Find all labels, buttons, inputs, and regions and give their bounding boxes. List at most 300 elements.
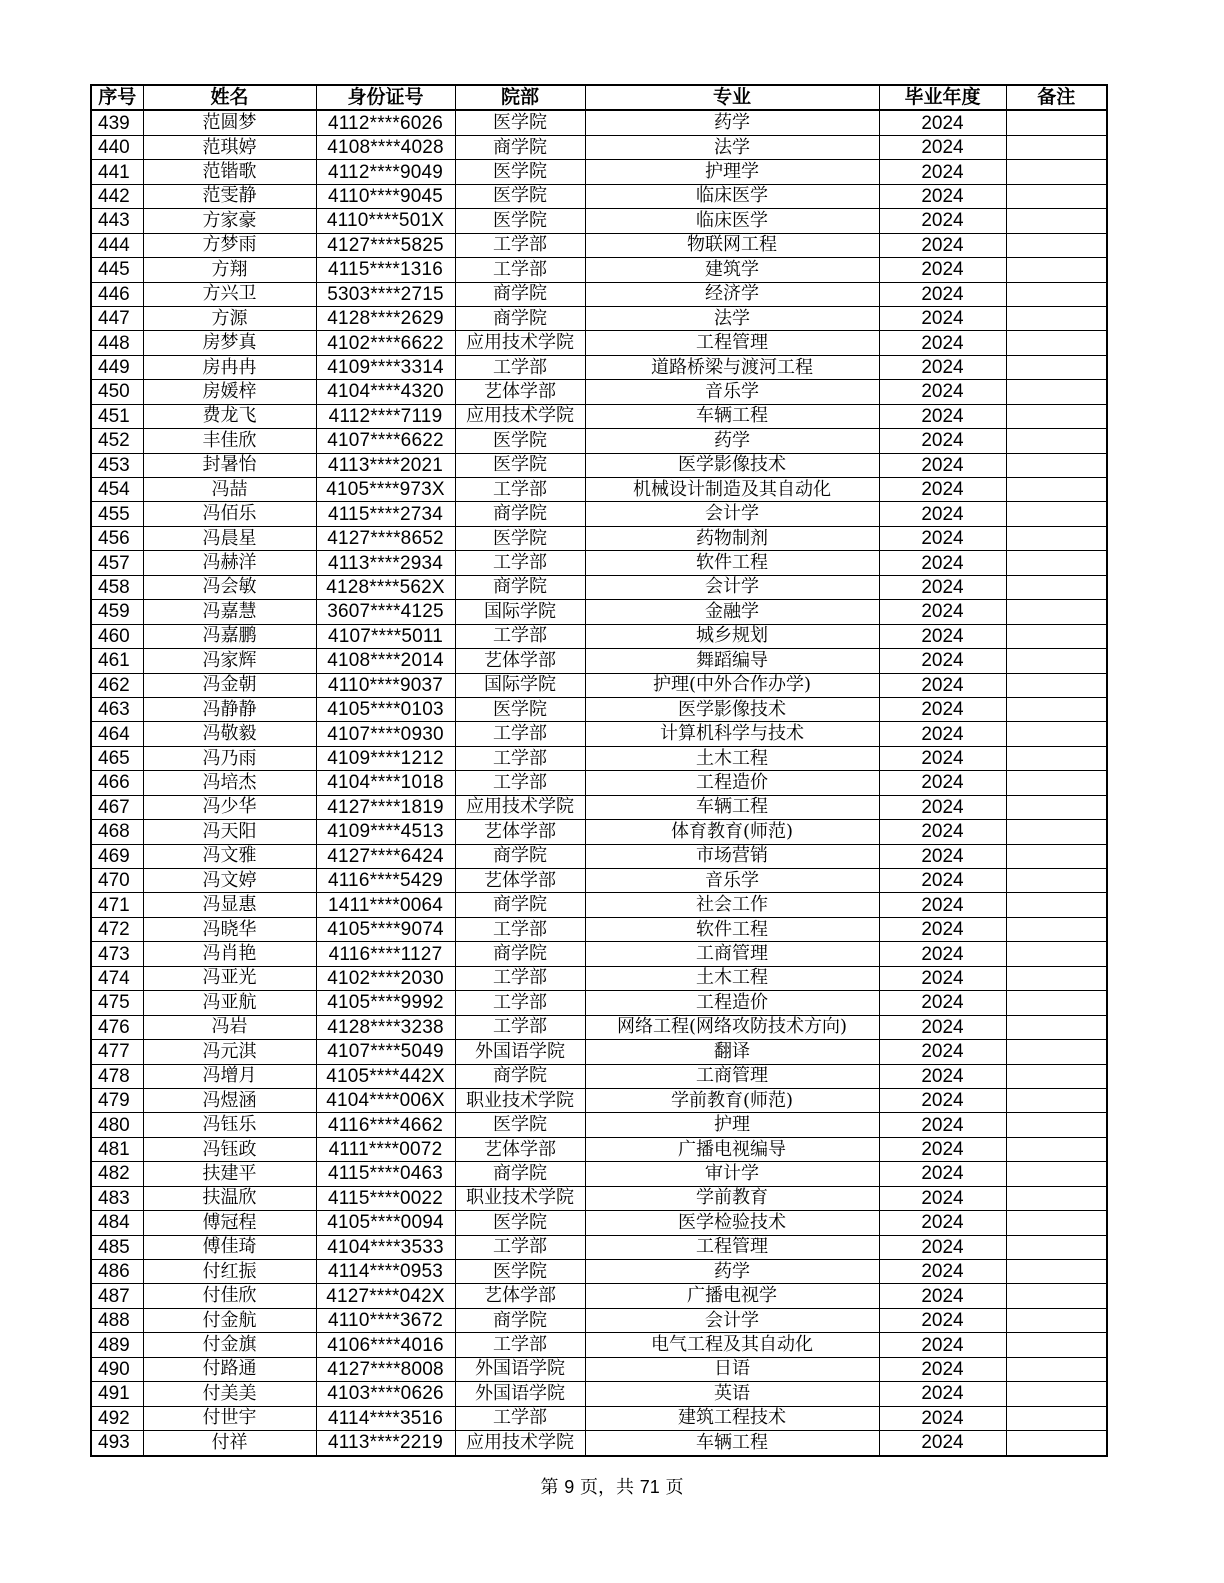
table-row (91, 526, 1107, 550)
table-row (91, 771, 1107, 795)
cell-remarks (1006, 624, 1107, 648)
cell-remarks (1006, 1040, 1107, 1064)
cell-department: 商学院 (455, 282, 585, 306)
table-row (91, 1211, 1107, 1235)
cell-department: 医学院 (455, 1211, 585, 1235)
cell-serial: 467 (91, 795, 143, 819)
cell-serial: 457 (91, 551, 143, 575)
cell-serial: 472 (91, 917, 143, 941)
cell-department: 艺体学部 (455, 869, 585, 893)
table-row (91, 1162, 1107, 1186)
cell-name: 方梦雨 (143, 233, 316, 257)
table-row (91, 649, 1107, 673)
cell-remarks (1006, 722, 1107, 746)
cell-major: 建筑学 (585, 258, 879, 282)
cell-department: 工学部 (455, 991, 585, 1015)
cell-serial: 465 (91, 746, 143, 770)
cell-id-number: 4108****4028 (316, 135, 455, 159)
cell-graduation-year: 2024 (879, 575, 1006, 599)
cell-name: 傅佳琦 (143, 1235, 316, 1259)
cell-graduation-year: 2024 (879, 306, 1006, 330)
cell-major: 会计学 (585, 575, 879, 599)
cell-department: 商学院 (455, 1308, 585, 1332)
cell-department: 应用技术学院 (455, 331, 585, 355)
cell-serial: 440 (91, 135, 143, 159)
cell-serial: 439 (91, 110, 143, 135)
cell-remarks (1006, 233, 1107, 257)
cell-department: 医学院 (455, 526, 585, 550)
cell-department: 工学部 (455, 1333, 585, 1357)
cell-id-number: 4114****0953 (316, 1260, 455, 1284)
cell-id-number: 4128****2629 (316, 306, 455, 330)
cell-serial: 460 (91, 624, 143, 648)
cell-remarks (1006, 1260, 1107, 1284)
cell-department: 商学院 (455, 844, 585, 868)
cell-major: 法学 (585, 135, 879, 159)
cell-id-number: 4109****4513 (316, 820, 455, 844)
table-row (91, 478, 1107, 502)
cell-remarks (1006, 771, 1107, 795)
table-row (91, 1088, 1107, 1112)
cell-name: 冯佰乐 (143, 502, 316, 526)
cell-id-number: 1411****0064 (316, 893, 455, 917)
cell-major: 土木工程 (585, 746, 879, 770)
cell-name: 冯文婷 (143, 869, 316, 893)
cell-name: 扶建平 (143, 1162, 316, 1186)
cell-id-number: 4105****0103 (316, 697, 455, 721)
cell-id-number: 4127****6424 (316, 844, 455, 868)
cell-remarks (1006, 1162, 1107, 1186)
cell-id-number: 4115****1316 (316, 258, 455, 282)
table-row (91, 1260, 1107, 1284)
cell-department: 工学部 (455, 966, 585, 990)
cell-graduation-year: 2024 (879, 282, 1006, 306)
cell-graduation-year: 2024 (879, 1406, 1006, 1430)
cell-serial: 447 (91, 306, 143, 330)
cell-name: 付佳欣 (143, 1284, 316, 1308)
cell-major: 翻译 (585, 1040, 879, 1064)
cell-id-number: 4115****0463 (316, 1162, 455, 1186)
cell-remarks (1006, 893, 1107, 917)
cell-name: 冯元淇 (143, 1040, 316, 1064)
cell-graduation-year: 2024 (879, 258, 1006, 282)
cell-major: 音乐学 (585, 869, 879, 893)
cell-major: 医学影像技术 (585, 453, 879, 477)
cell-department: 工学部 (455, 1235, 585, 1259)
cell-graduation-year: 2024 (879, 502, 1006, 526)
cell-remarks (1006, 502, 1107, 526)
cell-graduation-year: 2024 (879, 1064, 1006, 1088)
table-row (91, 380, 1107, 404)
cell-name: 冯亚航 (143, 991, 316, 1015)
cell-major: 医学影像技术 (585, 697, 879, 721)
cell-major: 临床医学 (585, 184, 879, 208)
cell-graduation-year: 2024 (879, 331, 1006, 355)
cell-major: 会计学 (585, 502, 879, 526)
cell-remarks (1006, 160, 1107, 184)
cell-remarks (1006, 942, 1107, 966)
cell-serial: 455 (91, 502, 143, 526)
graduate-table (90, 84, 1108, 1457)
cell-name: 范琪婷 (143, 135, 316, 159)
cell-department: 医学院 (455, 184, 585, 208)
cell-name: 冯静静 (143, 697, 316, 721)
table-row (91, 820, 1107, 844)
cell-major: 道路桥梁与渡河工程 (585, 355, 879, 379)
cell-serial: 493 (91, 1431, 143, 1456)
cell-graduation-year: 2024 (879, 1162, 1006, 1186)
cell-name: 冯喆 (143, 478, 316, 502)
cell-graduation-year: 2024 (879, 966, 1006, 990)
cell-id-number: 4113****2934 (316, 551, 455, 575)
cell-department: 商学院 (455, 893, 585, 917)
cell-major: 土木工程 (585, 966, 879, 990)
cell-serial: 492 (91, 1406, 143, 1430)
table-row (91, 697, 1107, 721)
cell-serial: 464 (91, 722, 143, 746)
cell-department: 工学部 (455, 917, 585, 941)
cell-graduation-year: 2024 (879, 649, 1006, 673)
cell-id-number: 4109****3314 (316, 355, 455, 379)
cell-department: 工学部 (455, 355, 585, 379)
cell-serial: 468 (91, 820, 143, 844)
cell-major: 金融学 (585, 600, 879, 624)
cell-name: 方兴卫 (143, 282, 316, 306)
cell-id-number: 4105****9992 (316, 991, 455, 1015)
cell-graduation-year: 2024 (879, 893, 1006, 917)
cell-id-number: 4110****501X (316, 209, 455, 233)
cell-name: 付世宇 (143, 1406, 316, 1430)
cell-serial: 491 (91, 1382, 143, 1406)
cell-graduation-year: 2024 (879, 1015, 1006, 1039)
cell-graduation-year: 2024 (879, 184, 1006, 208)
table-row (91, 844, 1107, 868)
cell-graduation-year: 2024 (879, 942, 1006, 966)
cell-major: 工程造价 (585, 771, 879, 795)
table-row (91, 331, 1107, 355)
cell-department: 商学院 (455, 1162, 585, 1186)
cell-id-number: 4107****0930 (316, 722, 455, 746)
cell-id-number: 4108****2014 (316, 649, 455, 673)
cell-graduation-year: 2024 (879, 453, 1006, 477)
footer-total-pages: 71 (639, 1477, 660, 1497)
cell-graduation-year: 2024 (879, 1431, 1006, 1456)
cell-id-number: 4114****3516 (316, 1406, 455, 1430)
cell-name: 冯培杰 (143, 771, 316, 795)
cell-major: 学前教育 (585, 1186, 879, 1210)
cell-graduation-year: 2024 (879, 991, 1006, 1015)
cell-id-number: 4112****9049 (316, 160, 455, 184)
table-row (91, 404, 1107, 428)
cell-name: 冯文雅 (143, 844, 316, 868)
cell-id-number: 4107****5049 (316, 1040, 455, 1064)
cell-serial: 478 (91, 1064, 143, 1088)
cell-serial: 469 (91, 844, 143, 868)
cell-graduation-year: 2024 (879, 1113, 1006, 1137)
cell-remarks (1006, 209, 1107, 233)
cell-remarks (1006, 258, 1107, 282)
cell-id-number: 4105****973X (316, 478, 455, 502)
cell-graduation-year: 2024 (879, 1040, 1006, 1064)
cell-remarks (1006, 453, 1107, 477)
cell-graduation-year: 2024 (879, 1211, 1006, 1235)
table-row (91, 135, 1107, 159)
cell-graduation-year: 2024 (879, 917, 1006, 941)
cell-remarks (1006, 649, 1107, 673)
cell-id-number: 4107****5011 (316, 624, 455, 648)
cell-major: 物联网工程 (585, 233, 879, 257)
cell-graduation-year: 2024 (879, 355, 1006, 379)
cell-serial: 473 (91, 942, 143, 966)
cell-name: 冯显惠 (143, 893, 316, 917)
cell-remarks (1006, 991, 1107, 1015)
cell-serial: 453 (91, 453, 143, 477)
cell-id-number: 3607****4125 (316, 600, 455, 624)
table-row (91, 282, 1107, 306)
cell-id-number: 4112****6026 (316, 110, 455, 135)
cell-id-number: 4127****5825 (316, 233, 455, 257)
cell-remarks (1006, 429, 1107, 453)
cell-id-number: 4104****4320 (316, 380, 455, 404)
cell-name: 冯岩 (143, 1015, 316, 1039)
cell-serial: 485 (91, 1235, 143, 1259)
cell-department: 商学院 (455, 575, 585, 599)
cell-major: 车辆工程 (585, 1431, 879, 1456)
cell-department: 医学院 (455, 453, 585, 477)
cell-graduation-year: 2024 (879, 135, 1006, 159)
cell-serial: 489 (91, 1333, 143, 1357)
cell-department: 艺体学部 (455, 1284, 585, 1308)
cell-major: 工商管理 (585, 942, 879, 966)
cell-id-number: 4110****9037 (316, 673, 455, 697)
footer-suffix: 页 (665, 1477, 684, 1498)
cell-remarks (1006, 966, 1107, 990)
cell-department: 医学院 (455, 697, 585, 721)
cell-name: 冯敬毅 (143, 722, 316, 746)
cell-id-number: 4127****8008 (316, 1357, 455, 1381)
table-row (91, 184, 1107, 208)
cell-name: 范锴歌 (143, 160, 316, 184)
cell-name: 冯亚光 (143, 966, 316, 990)
cell-department: 工学部 (455, 624, 585, 648)
cell-id-number: 4111****0072 (316, 1137, 455, 1161)
table-row (91, 869, 1107, 893)
cell-department: 医学院 (455, 110, 585, 135)
cell-graduation-year: 2024 (879, 1357, 1006, 1381)
cell-serial: 490 (91, 1357, 143, 1381)
cell-remarks (1006, 1284, 1107, 1308)
cell-major: 车辆工程 (585, 795, 879, 819)
cell-major: 城乡规划 (585, 624, 879, 648)
cell-major: 工程管理 (585, 1235, 879, 1259)
cell-serial: 443 (91, 209, 143, 233)
cell-serial: 441 (91, 160, 143, 184)
cell-major: 体育教育(师范) (585, 820, 879, 844)
cell-major: 机械设计制造及其自动化 (585, 478, 879, 502)
cell-graduation-year: 2024 (879, 844, 1006, 868)
cell-graduation-year: 2024 (879, 1382, 1006, 1406)
table-row (91, 1333, 1107, 1357)
cell-department: 商学院 (455, 1064, 585, 1088)
table-row (91, 1064, 1107, 1088)
cell-remarks (1006, 697, 1107, 721)
cell-remarks (1006, 1088, 1107, 1112)
table-row (91, 355, 1107, 379)
cell-id-number: 5303****2715 (316, 282, 455, 306)
cell-major: 软件工程 (585, 551, 879, 575)
cell-remarks (1006, 820, 1107, 844)
cell-remarks (1006, 355, 1107, 379)
cell-major: 软件工程 (585, 917, 879, 941)
cell-graduation-year: 2024 (879, 429, 1006, 453)
header-department: 院部 (455, 85, 585, 110)
cell-department: 国际学院 (455, 673, 585, 697)
cell-serial: 452 (91, 429, 143, 453)
cell-graduation-year: 2024 (879, 771, 1006, 795)
cell-id-number: 4106****4016 (316, 1333, 455, 1357)
cell-graduation-year: 2024 (879, 380, 1006, 404)
table-row (91, 1406, 1107, 1430)
cell-remarks (1006, 1064, 1107, 1088)
footer-prefix: 第 (540, 1477, 559, 1498)
table-row (91, 1015, 1107, 1039)
cell-serial: 483 (91, 1186, 143, 1210)
cell-serial: 463 (91, 697, 143, 721)
cell-remarks (1006, 844, 1107, 868)
cell-id-number: 4102****6622 (316, 331, 455, 355)
cell-serial: 476 (91, 1015, 143, 1039)
cell-name: 方源 (143, 306, 316, 330)
cell-remarks (1006, 575, 1107, 599)
cell-id-number: 4110****9045 (316, 184, 455, 208)
cell-name: 范雯静 (143, 184, 316, 208)
header-graduation-year: 毕业年度 (879, 85, 1006, 110)
cell-major: 审计学 (585, 1162, 879, 1186)
table-row (91, 1284, 1107, 1308)
cell-serial: 449 (91, 355, 143, 379)
cell-major: 护理学 (585, 160, 879, 184)
table-row (91, 624, 1107, 648)
cell-remarks (1006, 551, 1107, 575)
table-row (91, 795, 1107, 819)
cell-name: 房梦真 (143, 331, 316, 355)
cell-name: 冯钰政 (143, 1137, 316, 1161)
cell-serial: 484 (91, 1211, 143, 1235)
cell-serial: 477 (91, 1040, 143, 1064)
cell-id-number: 4105****9074 (316, 917, 455, 941)
cell-name: 付金航 (143, 1308, 316, 1332)
cell-remarks (1006, 1015, 1107, 1039)
cell-major: 法学 (585, 306, 879, 330)
cell-graduation-year: 2024 (879, 697, 1006, 721)
cell-name: 冯天阳 (143, 820, 316, 844)
table-row (91, 575, 1107, 599)
cell-name: 房冉冉 (143, 355, 316, 379)
cell-graduation-year: 2024 (879, 746, 1006, 770)
cell-major: 药学 (585, 110, 879, 135)
cell-department: 医学院 (455, 209, 585, 233)
cell-department: 工学部 (455, 233, 585, 257)
cell-name: 冯家辉 (143, 649, 316, 673)
cell-id-number: 4116****1127 (316, 942, 455, 966)
cell-remarks (1006, 917, 1107, 941)
cell-remarks (1006, 1235, 1107, 1259)
cell-graduation-year: 2024 (879, 526, 1006, 550)
cell-department: 艺体学部 (455, 1137, 585, 1161)
cell-remarks (1006, 331, 1107, 355)
header-remarks: 备注 (1006, 85, 1107, 110)
cell-serial: 471 (91, 893, 143, 917)
cell-remarks (1006, 1137, 1107, 1161)
cell-serial: 462 (91, 673, 143, 697)
cell-graduation-year: 2024 (879, 1235, 1006, 1259)
cell-major: 医学检验技术 (585, 1211, 879, 1235)
cell-department: 医学院 (455, 429, 585, 453)
cell-id-number: 4115****0022 (316, 1186, 455, 1210)
cell-department: 医学院 (455, 1113, 585, 1137)
table-row (91, 233, 1107, 257)
cell-serial: 474 (91, 966, 143, 990)
cell-major: 音乐学 (585, 380, 879, 404)
cell-id-number: 4107****6622 (316, 429, 455, 453)
cell-department: 职业技术学院 (455, 1088, 585, 1112)
cell-major: 社会工作 (585, 893, 879, 917)
cell-major: 日语 (585, 1357, 879, 1381)
cell-graduation-year: 2024 (879, 160, 1006, 184)
cell-serial: 450 (91, 380, 143, 404)
table-row (91, 551, 1107, 575)
cell-name: 冯晓华 (143, 917, 316, 941)
cell-serial: 487 (91, 1284, 143, 1308)
table-row (91, 722, 1107, 746)
cell-id-number: 4104****1018 (316, 771, 455, 795)
cell-remarks (1006, 1186, 1107, 1210)
cell-department: 工学部 (455, 551, 585, 575)
table-row (91, 1308, 1107, 1332)
cell-name: 冯肖艳 (143, 942, 316, 966)
cell-department: 工学部 (455, 478, 585, 502)
cell-department: 工学部 (455, 1406, 585, 1430)
cell-department: 应用技术学院 (455, 795, 585, 819)
cell-graduation-year: 2024 (879, 1088, 1006, 1112)
cell-department: 医学院 (455, 160, 585, 184)
cell-remarks (1006, 282, 1107, 306)
cell-graduation-year: 2024 (879, 673, 1006, 697)
table-row (91, 1113, 1107, 1137)
cell-name: 冯嘉鹏 (143, 624, 316, 648)
cell-id-number: 4116****4662 (316, 1113, 455, 1137)
cell-major: 广播电视学 (585, 1284, 879, 1308)
cell-name: 冯金朝 (143, 673, 316, 697)
cell-serial: 444 (91, 233, 143, 257)
cell-graduation-year: 2024 (879, 1186, 1006, 1210)
cell-graduation-year: 2024 (879, 869, 1006, 893)
cell-name: 傅冠程 (143, 1211, 316, 1235)
cell-name: 付路通 (143, 1357, 316, 1381)
cell-name: 冯乃雨 (143, 746, 316, 770)
cell-id-number: 4110****3672 (316, 1308, 455, 1332)
cell-name: 扶温欣 (143, 1186, 316, 1210)
cell-major: 电气工程及其自动化 (585, 1333, 879, 1357)
cell-serial: 488 (91, 1308, 143, 1332)
cell-department: 工学部 (455, 258, 585, 282)
cell-name: 付金旗 (143, 1333, 316, 1357)
cell-graduation-year: 2024 (879, 478, 1006, 502)
cell-id-number: 4128****3238 (316, 1015, 455, 1039)
cell-major: 学前教育(师范) (585, 1088, 879, 1112)
cell-id-number: 4109****1212 (316, 746, 455, 770)
cell-department: 商学院 (455, 502, 585, 526)
